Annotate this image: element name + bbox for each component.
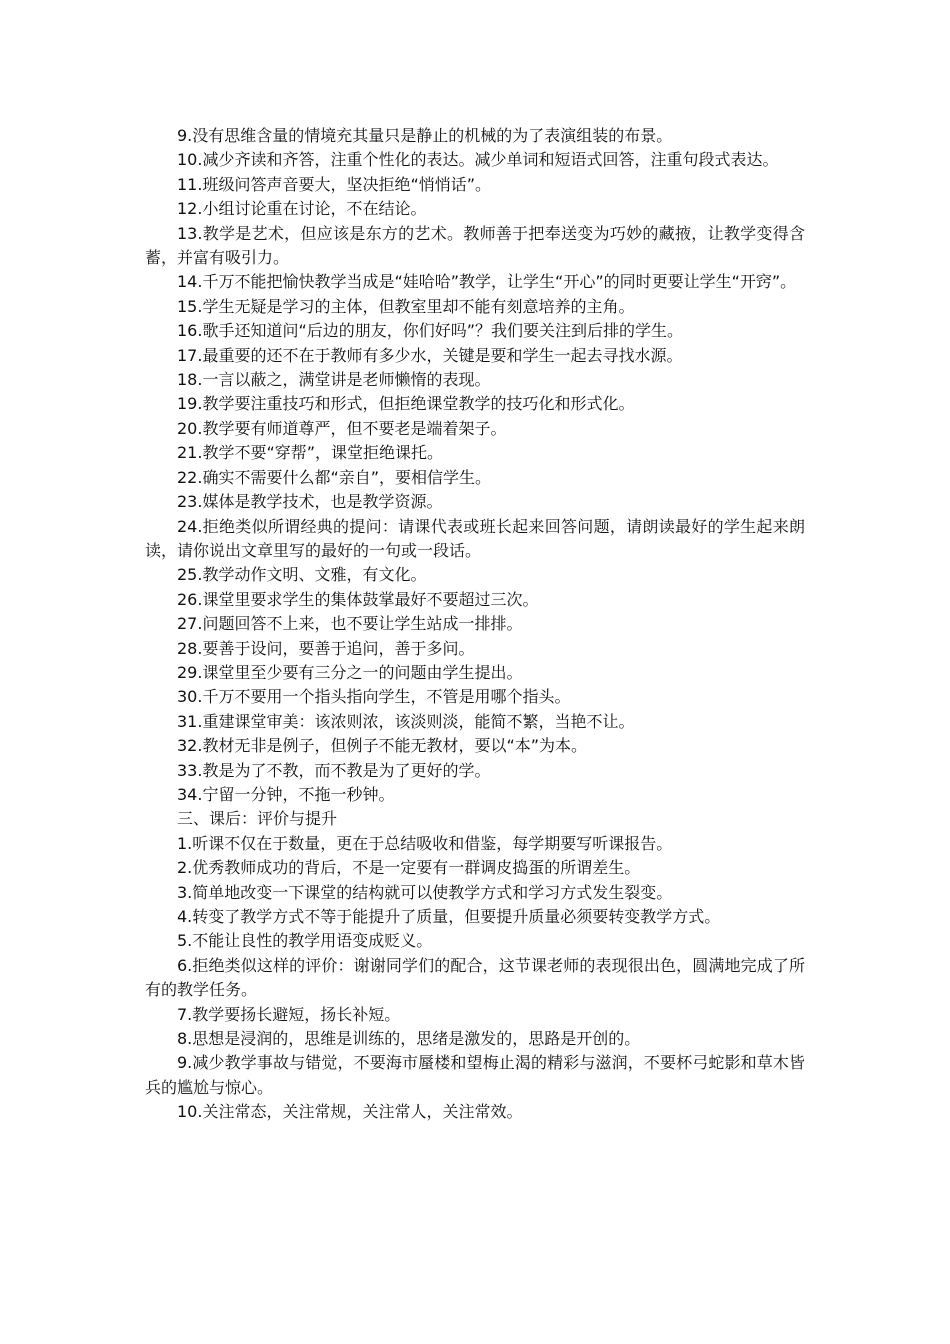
list-section-3 [145,832,805,1125]
list-item: 10.减少齐读和齐答，注重个性化的表达。减少单词和短语式回答，注重句段式表达。 [177,150,779,170]
list-item: 20.教学要有师道尊严，但不要老是端着架子。 [177,418,507,438]
list-item: 25.教学动作文明、文雅，有文化。 [177,565,427,585]
list-item: 13.教学是艺术，但应该是东方的艺术。教师善于把奉送变为巧妙的藏掖，让教学变得含蓄，并富有吸引力。 [145,223,805,268]
list-item: 19.教学要注重技巧和形式，但拒绝课堂教学的技巧化和形式化。 [177,394,635,414]
list-item: 15.学生无疑是学习的主体，但教室里却不能有刻意培养的主角。 [177,296,635,316]
list-item: 14.千万不能把愉快教学当成是“娃哈哈”教学，让学生“开心”的同时更要让学生“开窍”。 [177,272,797,292]
list-item: 9.减少教学事故与错觉，不要海市蜃楼和望梅止渴的精彩与滋润，不要杯弓蛇影和草木皆兵的尴尬与惊心。 [145,1053,805,1097]
list-item: 3.简单地改变一下课堂的结构就可以使教学方式和学习方式发生裂变。 [177,882,673,902]
list-item: 9.没有思维含量的情境充其量只是静止的机械的为了表演组装的布景。 [177,126,673,145]
list-item: 31.重建课堂审美：该浓则浓，该淡则淡，能简不繁，当艳不让。 [177,711,635,731]
list-item: 7.教学要扬长避短，扬长补短。 [177,1004,401,1024]
list-item: 22.确实不需要什么都“亲自”，要相信学生。 [177,467,492,487]
document-page [145,124,805,1125]
section-heading: 三、课后：评价与提升 [177,809,338,829]
list-item: 32.教材无非是例子，但例子不能无教材，要以“本”为本。 [177,736,588,756]
list-item: 8.思想是浸润的，思维是训练的，思绪是激发的，思路是开创的。 [177,1029,641,1049]
list-item: 24.拒绝类似所谓经典的提问：请课代表或班长起来回答问题，请朗读最好的学生起来朗读，请你说出文章里写的最好的一句或一段话。 [145,516,805,560]
list-item: 34.宁留一分钟，不拖一秒钟。 [177,784,395,804]
list-item: 12.小组讨论重在讨论，不在结论。 [177,199,427,219]
list-item: 26.课堂里要求学生的集体鼓掌最好不要超过三次。 [177,589,539,609]
list-item: 21.教学不要“穿帮”，课堂拒绝课托。 [177,443,444,463]
list-item: 2.优秀教师成功的背后，不是一定要有一群调皮捣蛋的所谓差生。 [177,858,641,878]
list-item: 29.课堂里至少要有三分之一的问题由学生提出。 [177,662,523,682]
list-item: 5.不能让良性的教学用语变成贬义。 [177,931,433,951]
list-item: 16.歌手还知道问“后边的朋友，你们好吗”？我们要关注到后排的学生。 [177,321,684,341]
list-item: 1.听课不仅在于数量，更在于总结吸收和借鉴，每学期要写听课报告。 [177,833,673,853]
list-item: 27.问题回答不上来，也不要让学生站成一排排。 [177,614,523,634]
list-section-2 [145,124,805,807]
list-item: 6.拒绝类似这样的评价：谢谢同学们的配合，这节课老师的表现很出色，圆满地完成了所有的教学任务。 [145,955,805,1000]
list-item: 17.最重要的还不在于教师有多少水，关键是要和学生一起去寻找水源。 [177,345,683,365]
list-item: 11.班级问答声音要大，坚决拒绝“悄悄话”。 [177,174,492,194]
list-item: 10.关注常态，关注常规，关注常人，关注常效。 [177,1102,523,1122]
list-item: 30.千万不要用一个指头指向学生，不管是用哪个指头。 [177,687,571,707]
list-item: 18.一言以蔽之，满堂讲是老师懒惰的表现。 [177,370,491,390]
list-item: 23.媒体是教学技术，也是教学资源。 [177,492,443,512]
list-item: 28.要善于设问，要善于追问，善于多问。 [177,638,475,658]
list-item: 33.教是为了不教，而不教是为了更好的学。 [177,760,491,780]
list-item: 4.转变了教学方式不等于能提升了质量，但要提升质量必须要转变教学方式。 [177,907,721,926]
